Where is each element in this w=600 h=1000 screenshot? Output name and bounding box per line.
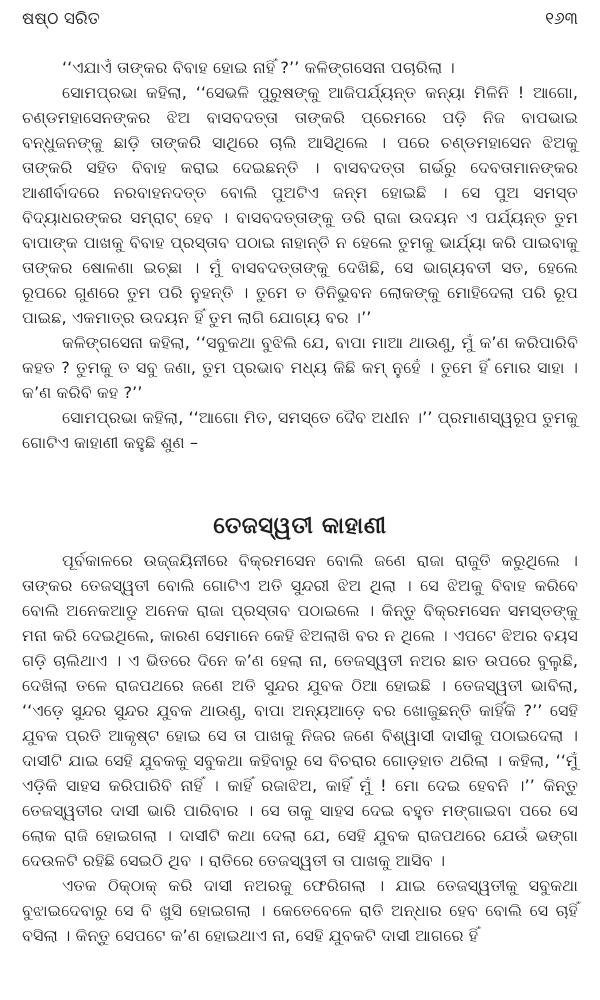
page-number: ୧୬୩ bbox=[545, 9, 578, 29]
story-section bbox=[22, 548, 578, 948]
paragraph: ପୂର୍ବକାଳରେ ଉଜ୍ଜୟିନୀରେ ବିକ୍ରମସେନ ବୋଲି ଜଣେ ରାଜା ରାଜୁତି କରୁଥିଲେ । ତାଙ୍କର ତେଜସ୍ୱତୀ ବୋଲି ଗୋଟିଏ ଅତି ସୁନ୍ଦରୀ ଝିଅ ଥିଲା । ସେ ଝିଅକୁ ବିବାହ କରିବେ ବୋଲି ଅନେକଆଡୁ ଅନେକ ରାଜା ପ୍ରସ୍ତାବ ପଠାଇଲେ । କିନ୍ତୁ ବିକ୍ରମସେନ ସମସ୍ତଙ୍କୁ ମନା କରି ଦେଇଥିଲେ, କାରଣ ସେମାନେ କେହି ଝିଅଲାଖି ବର ନ ଥିଲେ । ଏପଟେ ଝିଅର ବୟସ ଗଡ଼ି ଚାଲିଥାଏ । ଏ ଭିତରେ ଦିନେ କ’ଣ ହେଲା ନା, ତେଜସ୍ୱତୀ ନଅର ଛାତ ଉପରେ ବୁଲୁଛି, ଦେଖିଲା ତଳେ ରାଜପଥରେ ଜଣେ ଅତି ସୁନ୍ଦର ଯୁବକ ଠିଆ ହୋଇଛି । ତେଜସ୍ୱତୀ ଭାବିଲା, ‘‘ଏଡ଼େ ସୁନ୍ଦର ସୁନ୍ଦର ଯୁବକ ଥାଉଣୁ, ବାପା ଅନ୍ୟଆଡ଼େ ବର ଖୋଜୁଛନ୍ତି କାହିଁକି ?’’ ସେହି ଯୁବକ ପ୍ରତି ଆକୃଷ୍ଟ ହୋଇ ସେ ତା ପାଖକୁ ନିଜର ଜଣେ ବିଶ୍ୱାସୀ ଦାସୀକୁ ପଠାଇଦେଲା । ଦାସୀଟି ଯାଇ ସେହି ଯୁବକକୁ ସବୁକଥା କହିବାରୁ ସେ ବିଚରାର ଗୋଡ଼ହାତ ଥରିଲା । କହିଲା, ‘‘ମୁଁ ଏଡ଼ିକି ସାହସ କରିପାରିବି ନାହିଁ । କାହିଁ ରଜାଝିଅ, କାହିଁ ମୁଁ ! ମୋ ଦେଇ ହେବନି ।’’ କିନ୍ତୁ ତେଜସ୍ୱତୀର ଦାସୀ ଭାରି ପାରିବାର । ସେ ତାକୁ ସାହସ ଦେଇ ବହୁତ ମଙ୍ଗାଇବା ପରେ ସେ ଲୋକ ରାଜି ହୋଇଗଲା । ଦାସୀଟି କଥା ଦେଲା ଯେ, ସେହି ଯୁବକ ରାଜପଥରେ ଯେଉଁ ଭଙ୍ଗା ଦେଉଳଟି ରହିଛି ସେଇଠି ଥିବ । ରାତିରେ ତେଜସ୍ୱତୀ ତା ପାଖକୁ ଆସିବ । bbox=[22, 551, 578, 870]
paragraph: ଏତକ ଠିକ୍‌ଠାକ୍ କରି ଦାସୀ ନଅରକୁ ଫେରିଗଲା । ଯାଇ ତେଜସ୍ୱତୀକୁ ସବୁକଥା ବୁଝାଇଦେବାରୁ ସେ ବି ଖୁସି ହୋଇଗଲା । କେତେବେଳେ ରାତି ଅନ୍ଧାର ହେବ ବୋଲି ସେ ଚାହିଁ ବସିଲା । କିନ୍ତୁ ସେପଟେ କ’ଣ ହୋଇଥାଏ ନା, ସେହି ଯୁବକଟି ଦାସୀ ଆଗରେ ହିଁ bbox=[22, 876, 578, 945]
story-title: ତେଜସ୍ୱତୀ କାହାଣୀ bbox=[213, 513, 387, 539]
paragraph: ‘‘ଏଯାଏଁ ତାଙ୍କର ବିବାହ ହୋଇ ନାହିଁ ?’’ କଳିଙ୍ଗସେନା ପଚାରିଲା । bbox=[62, 58, 455, 77]
running-title: ଷଷ୍ଠ ସରିତ bbox=[22, 9, 100, 29]
paragraph: କଳିଙ୍ଗସେନା କହିଲା, ‘‘ସବୁକଥା ବୁଝିଲି ଯେ, ବାପା ମାଆ ଥାଉଣୁ, ମୁଁ କ’ଣ କରିପାରିବି କହତ ? ତୁମକୁ ତ ସବୁ ଜଣା, ତୁମ ପ୍ରଭାବ ମଧ୍ୟ କିଛି କମ୍ ନୁହେଁ । ତୁମେ ହିଁ ମୋର ସାହା । କ’ଣ କରିବି କହ ?’’ bbox=[22, 333, 578, 402]
paragraph: ସୋମପ୍ରଭା କହିଲା, ‘‘ଆଗୋ ମିତ, ସମସ୍ତେ ଦୈବ ଅଧୀନ ।’’ ପ୍ରମାଣସ୍ୱରୂପ ତୁମକୁ ଗୋଟିଏ କାହାଣୀ କହୁଛି ଶୁଣ – bbox=[22, 408, 578, 452]
dialogue-section bbox=[22, 55, 578, 455]
paragraph: ସୋମପ୍ରଭା କହିଲା, ‘‘ସେଭଳି ପୁରୁଷଙ୍କୁ ଆଜିପର୍ଯ୍ୟନ୍ତ କନ୍ୟା ମିଳିନି ! ଆଗୋ, ଚଣ୍ଡମହାସେନଙ୍କର ଝିଅ ବାସବଦତ୍ତା ତାଙ୍କରି ପ୍ରେମରେ ପଡ଼ି ନିଜ ବାପଭାଇ ବନ୍ଧୁଜନଙ୍କୁ ଛାଡ଼ି ତାଙ୍କରି ସାଥିରେ ଚାଲି ଆସିଥିଲେ । ପରେ ଚଣ୍ଡମହାସେନ ଝିଅକୁ ତାଙ୍କରି ସହିତ ବିବାହ କରାଇ ଦେଇଛନ୍ତି । ବାସବଦତ୍ତା ଗର୍ଭରୁ ଦେବତାମାନଙ୍କର ଆଶୀର୍ବାଦରେ ନରବାହନଦତ୍ତ ବୋଲି ପୁଅଟିଏ ଜନ୍ମ ହୋଇଛି । ସେ ପୁଅ ସମସ୍ତ ବିଦ୍ୟାଧରଙ୍କର ସମ୍ରାଟ୍ ହେବ । ବାସବଦତ୍ତାଙ୍କୁ ଡରି ରାଜା ଉଦୟନ ଏ ପର୍ଯ୍ୟନ୍ତ ତୁମ ବାପାଙ୍କ ପାଖକୁ ବିବାହ ପ୍ରସ୍ତାବ ପଠାଇ ନାହାନ୍ତି ନ ହେଲେ ତୁମକୁ ଭାର୍ଯ୍ୟା କରି ପାଇବାକୁ ତାଙ୍କର ଷୋଳଣା ଇଚ୍ଛା । ମୁଁ ବାସବଦତ୍ତାଙ୍କୁ ଦେଖିଛି, ସେ ଭାଗ୍ୟବତୀ ସତ, ହେଲେ ରୂପରେ ଗୁଣରେ ତୁମ ପରି ନୁହନ୍ତି । ତୁମେ ତ ତିନିଭୁବନ ଲୋକଙ୍କୁ ମୋହିଦେଲା ପରି ରୂପ ପାଇଛ, ଏକମାତ୍ର ଉଦୟନ ହିଁ ତୁମ ଲାଗି ଯୋଗ୍ୟ ବର ।’’ bbox=[22, 83, 578, 327]
page-header bbox=[22, 6, 578, 32]
